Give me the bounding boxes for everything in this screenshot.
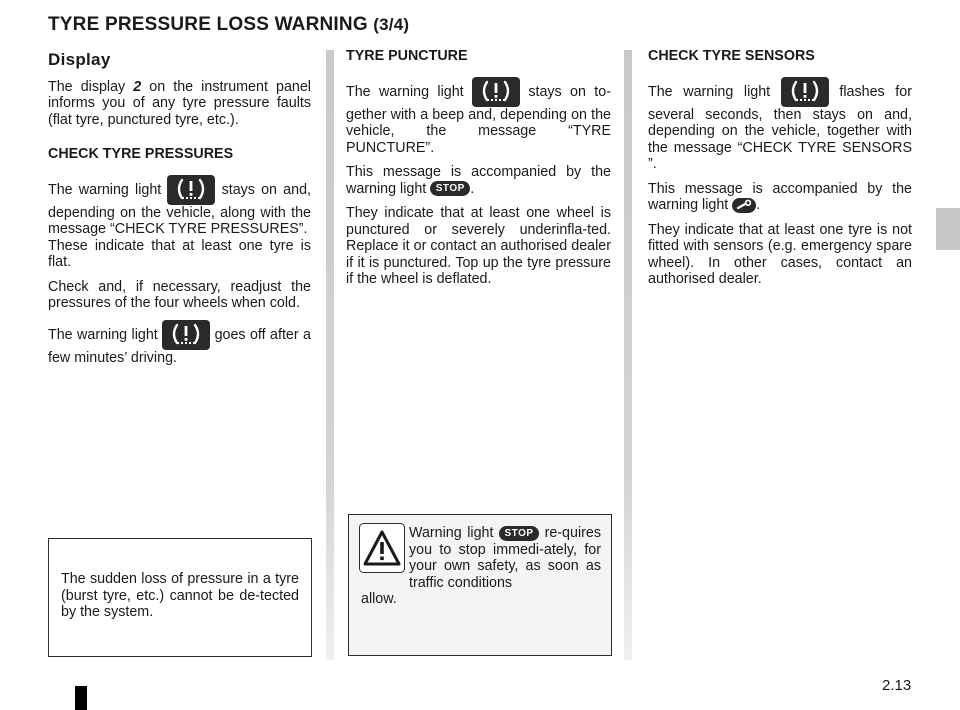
title-part: (3/4) <box>373 15 410 34</box>
column-divider-left <box>326 50 334 660</box>
service-wrench-icon <box>732 198 756 213</box>
check-pressures-p1b: These indicate that at least one tyre is flat. <box>48 237 311 270</box>
check-pressures-p1: The warning light stays on and, depending on the vehicle, along with the message “CHECK TYRE PRESSURES”. <box>48 175 311 238</box>
column-sensors <box>648 48 912 296</box>
tyre-pressure-warning-icon <box>162 320 210 350</box>
sensors-heading: CHECK TYRE SENSORS <box>648 48 815 64</box>
stop-icon: STOP <box>499 526 539 541</box>
column-display <box>48 48 311 374</box>
sensors-p2: This message is accompanied by the warning light . <box>648 180 912 213</box>
check-pressures-heading: CHECK TYRE PRESSURES <box>48 146 234 162</box>
stop-icon: STOP <box>430 181 470 196</box>
tyre-pressure-warning-icon <box>167 175 215 205</box>
corner-mark <box>75 686 87 710</box>
note-text: The sudden loss of pressure in a tyre (burst tyre, etc.) cannot be de-tected by the system. <box>61 571 299 620</box>
column-divider-right <box>624 50 632 660</box>
check-pressures-p2: Check and, if necessary, readjust the pressures of the four wheels when cold. <box>48 278 311 311</box>
tyre-pressure-warning-icon <box>781 77 829 107</box>
display-heading: Display <box>48 50 111 69</box>
tyre-pressure-warning-icon <box>472 77 520 107</box>
display-intro: The display 2 on the instrument panel informs you of any tyre pressure faults (flat tyre, punctured tyre, etc.). <box>48 78 311 128</box>
page-number: 2.13 <box>882 677 912 694</box>
sensors-p1: The warning light flashes for several seconds, then stays on and, depending on the vehicle, together with the message “CHECK TYRE SENSORS ”. <box>648 77 912 173</box>
puncture-p2: This message is accompanied by the warning light STOP . <box>346 164 611 197</box>
puncture-p1: The warning light stays on to-gether with a beep and, depending on the vehicle, the message “TYRE PUNCTURE”. <box>346 77 611 157</box>
warning-text: Warning light STOP re-quires you to stop immedi-ately, for your own safety, as soon as traffic conditions allow. <box>361 525 601 607</box>
warning-box <box>348 514 612 656</box>
puncture-heading: TYRE PUNCTURE <box>346 48 468 64</box>
title-main: TYRE PRESSURE LOSS WARNING <box>48 14 368 35</box>
check-pressures-p3: The warning light goes off after a few minutes’ driving. <box>48 320 311 367</box>
page-title <box>48 14 409 36</box>
section-tab <box>936 208 960 250</box>
puncture-p3: They indicate that at least one wheel is punctured or severely underinfla-ted. Replace it or contact an authorised dealer if it is punctured. Top up the tyre pressure if the wheel is deflated. <box>346 205 611 287</box>
note-box <box>48 538 312 657</box>
sensors-p3: They indicate that at least one tyre is not fitted with sensors (e.g. emergency spare wheel). In other cases, contact an authorised dealer. <box>648 221 912 287</box>
column-puncture <box>346 48 611 296</box>
display-ref: 2 <box>133 78 142 95</box>
